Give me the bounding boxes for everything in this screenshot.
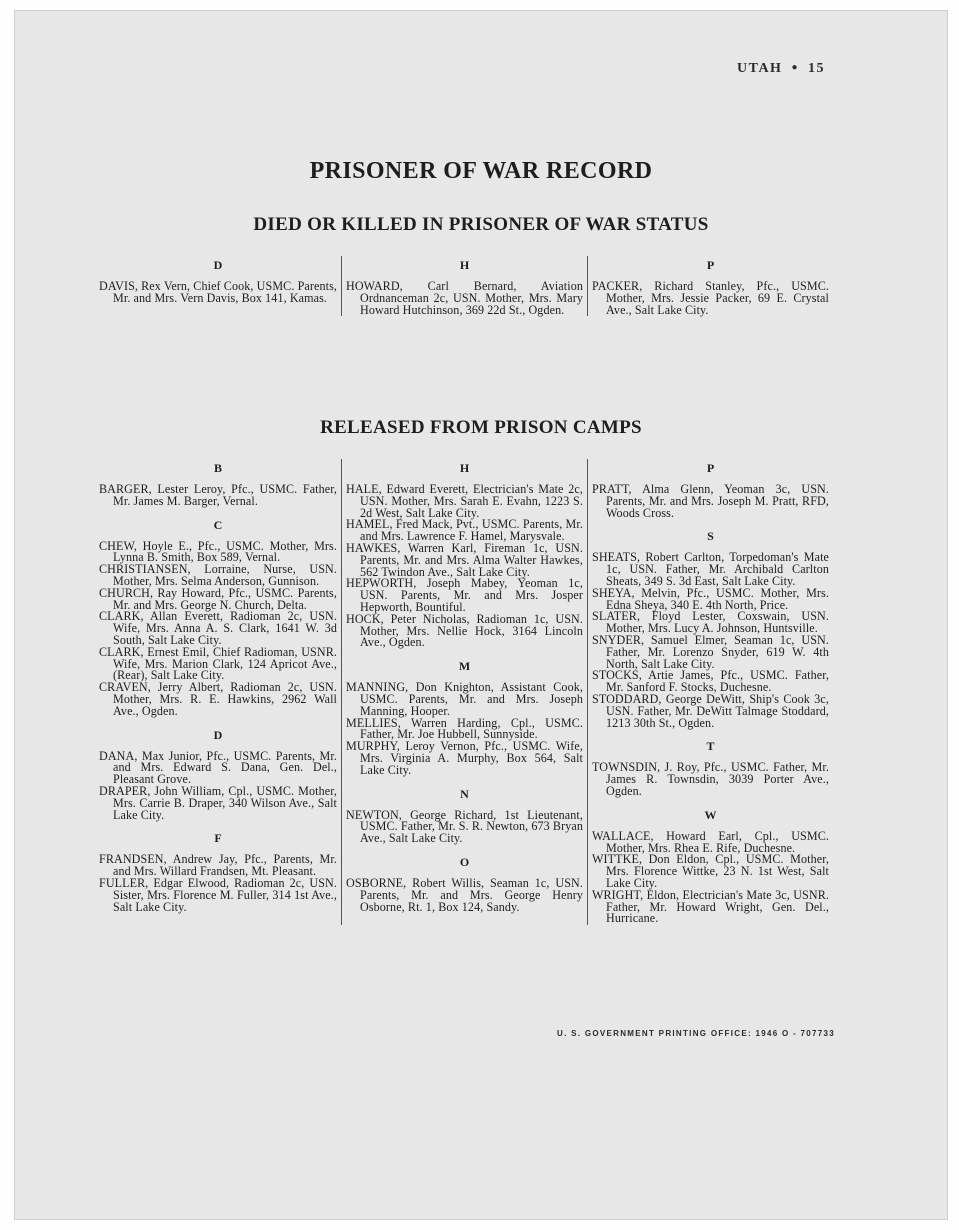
record-entry: STOCKS, Artie James, Pfc., USMC. Father, Mr. Sanford F. Stocks, Duchesne. [592,668,829,695]
running-head [737,61,825,77]
record-entry: CHRISTIANSEN, Lorraine, Nurse, USN. Mother, Mrs. Selma Anderson, Gunnison. [99,562,337,588]
record-entry: DRAPER, John William, Cpl., USMC. Mother, Mrs. Carrie B. Draper, 340 Wilson Ave., Salt Lake City. [99,783,337,822]
record-entry: BARGER, Lester Leroy, Pfc., USMC. Father, Mr. James M. Barger, Vernal. [99,482,337,508]
letter-heading: O [459,854,470,869]
letter-heading: H [459,258,470,272]
record-entry: HAWKES, Warren Karl, Fireman 1c, USN. Parents, Mr. and Mrs. Alma Walter Hawkes, 562 Twindon Ave., Salt Lake City. [346,540,583,579]
letter-heading: D [213,727,223,742]
section-title-released: RELEASED FROM PRISON CAMPS [320,417,642,438]
letter-heading: T [706,739,715,754]
record-entry: FRANDSEN, Andrew Jay, Pfc., Parents, Mr. and Mrs. Willard Frandsen, Mt. Pleasant. [99,852,337,879]
main-title: PRISONER OF WAR RECORD [309,158,653,184]
record-entry: SLATER, Floyd Lester, Coxswain, USN. Mother, Mrs. Lucy A. Johnson, Huntsville. [592,609,829,636]
record-entry: TOWNSDIN, J. Roy, Pfc., USMC. Father, Mr. James R. Townsdin, 3039 Porter Ave., Ogden. [592,760,829,798]
record-entry: MANNING, Don Knighton, Assistant Cook, USMC. Parents, Mr. and Mrs. Joseph Manning, Hooper. [346,680,583,718]
record-entry: PRATT, Alma Glenn, Yeoman 3c, USN. Parents, Mr. and Mrs. Joseph M. Pratt, RFD, Woods Cross. [592,482,829,520]
died-columns [95,256,833,316]
letter-heading: P [706,258,715,272]
record-entry: HALE, Edward Everett, Electrician's Mate 2c, USN. Mother, Mrs. Sarah E. Evahn, 1223 S. 2d West, Salt Lake City. [346,482,583,520]
letter-heading: C [213,517,223,532]
page-number: 15 [808,61,825,76]
record-entry: MURPHY, Leroy Vernon, Pfc., USMC. Wife, Mrs. Virginia A. Murphy, Box 564, Salt Lake City. [346,739,583,777]
released-columns [95,459,833,925]
record-entry: HOCK, Peter Nicholas, Radioman 1c, USN. Mother, Mrs. Nellie Hock, 3164 Lincoln Ave., Ogden. [346,611,583,650]
bullet-separator: ● [791,62,799,73]
record-entry: CHURCH, Ray Howard, Pfc., USMC. Parents, Mr. and Mrs. George N. Church, Delta. [99,585,337,612]
letter-heading: S [707,529,714,544]
letter-heading: F [214,831,222,846]
letter-heading: P [706,461,715,475]
record-entry: MELLIES, Warren Harding, Cpl., USMC. Father, Mr. Joe Hubbell, Sunnyside. [346,715,583,742]
letter-heading: M [458,659,471,674]
printing-office-footer: U. S. GOVERNMENT PRINTING OFFICE: 1946 O - 707733 [557,1029,835,1038]
letter-heading: B [213,461,222,475]
record-entry: OSBORNE, Robert Willis, Seaman 1c, USN. Parents, Mr. and Mrs. George Henry Osborne, Rt. 1, Box 124, Sandy. [346,875,583,914]
record-entry: PACKER, Richard Stanley, Pfc., USMC. Mother, Mrs. Jessie Packer, 69 E. Crystal Ave., Salt Lake City. [592,279,829,317]
section-title-died: DIED OR KILLED IN PRISONER OF WAR STATUS [253,214,709,235]
died-column-3 [587,256,833,316]
record-entry: HAMEL, Fred Mack, Pvt., USMC. Parents, Mr. and Mrs. Lawrence F. Hamel, Marysvale. [346,517,583,544]
record-entry: SHEYA, Melvin, Pfc., USMC. Mother, Mrs. Edna Sheya, 340 E. 4th North, Price. [592,585,829,612]
letter-heading: N [460,786,469,801]
state-name: UTAH [737,61,783,76]
released-column-1 [95,459,341,925]
record-entry: DAVIS, Rex Vern, Chief Cook, USMC. Parents, Mr. and Mrs. Vern Davis, Box 141, Kamas. [99,279,338,305]
letter-heading: D [213,258,223,272]
record-entry: CLARK, Allan Everett, Radioman 2c, USN. Wife, Mrs. Anna A. S. Clark, 1641 W. 3d South, Salt Lake City. [99,609,337,647]
record-entry: FULLER, Edgar Elwood, Radioman 2c, USN. Sister, Mrs. Florence M. Fuller, 314 1st Ave., Salt Lake City. [99,875,337,914]
record-entry: CHEW, Hoyle E., Pfc., USMC. Mother, Mrs. Lynna B. Smith, Box 589, Vernal. [99,538,337,565]
record-entry: HOWARD, Carl Bernard, Aviation Ordnanceman 2c, USN. Mother, Mrs. Mary Howard Hutchinson, 369 22d St., Ogden. [346,279,583,317]
document-page [14,10,948,1220]
letter-heading: H [459,461,470,475]
record-entry: STODDARD, George DeWitt, Ship's Cook 3c, USN. Father, Mr. DeWitt Talmage Stoddard, 1213 30th St., Ogden. [592,691,829,730]
record-entry: SHEATS, Robert Carlton, Torpedoman's Mate 1c, USN. Father, Mr. Archibald Carlton Sheats, 349 S. 3d East, Salt Lake City. [592,550,829,588]
died-column-2 [341,256,587,316]
record-entry: WALLACE, Howard Earl, Cpl., USMC. Mother, Mrs. Rhea E. Rife, Duchesne. [592,828,829,855]
died-column-1 [95,256,341,316]
record-entry: NEWTON, George Richard, 1st Lieutenant, USMC. Father, Mr. S. R. Newton, 673 Bryan Ave., Salt Lake City. [346,807,583,846]
released-column-2 [341,459,587,925]
released-column-3 [587,459,833,925]
letter-heading: W [704,807,717,822]
record-entry: DANA, Max Junior, Pfc., USMC. Parents, Mr. and Mrs. Edward S. Dana, Gen. Del., Pleasant Grove. [99,748,337,787]
record-entry: SNYDER, Samuel Elmer, Seaman 1c, USN. Father, Mr. Lorenzo Snyder, 619 W. 4th North, Salt Lake City. [592,632,829,671]
record-entry: WITTKE, Don Eldon, Cpl., USMC. Mother, Mrs. Florence Wittke, 23 N. 1st West, Salt Lake City. [592,852,829,890]
record-entry: WRIGHT, Eldon, Electrician's Mate 3c, USNR. Father, Mr. Howard Wright, Gen. Del., Hurricane. [592,887,829,926]
record-entry: CLARK, Ernest Emil, Chief Radioman, USNR. Wife, Mrs. Marion Clark, 124 Apricot Ave., (Rear), Salt Lake City. [99,644,337,683]
record-entry: HEPWORTH, Joseph Mabey, Yeoman 1c, USN. Parents, Mr. and Mrs. Josper Hepworth, Bountiful. [346,576,583,614]
record-entry: CRAVEN, Jerry Albert, Radioman 2c, USN. Mother, Mrs. R. E. Hawkins, 2962 Wall Ave., Ogden. [99,680,337,718]
